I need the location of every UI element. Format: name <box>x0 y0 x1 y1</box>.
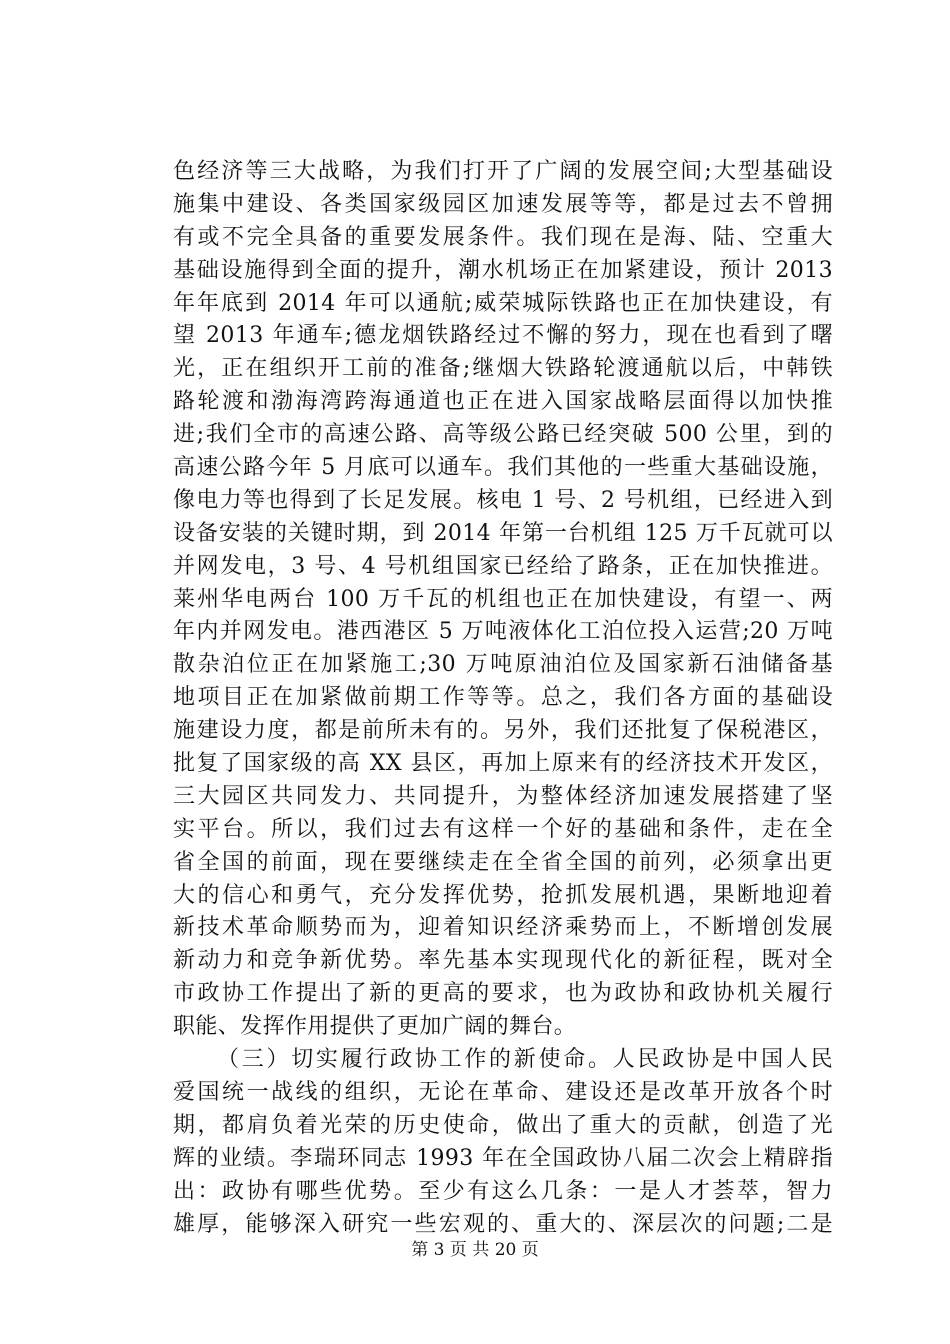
text-line: 大的信心和勇气，充分发挥优势，抢抓发展机遇，果断地迎着 <box>173 882 833 908</box>
text-line: 批复了国家级的高 XX 县区，再加上原来有的经济技术开发区， <box>173 751 833 777</box>
text-line: 散杂泊位正在加紧施工;30 万吨原油泊位及国家新石油储备基 <box>173 652 833 678</box>
text-line: 新动力和竞争新优势。率先基本实现现代化的新征程，既对全 <box>173 948 833 974</box>
page-number-footer: 第 3 页 共 20 页 <box>411 1240 539 1260</box>
text-line: 色经济等三大战略，为我们打开了广阔的发展空间;大型基础设 <box>173 159 833 184</box>
text-line: 设备安装的关键时期，到 2014 年第一台机组 125 万千瓦就可以 <box>173 520 833 546</box>
text-line: 辉的业绩。李瑞环同志 1993 年在全国政协八届二次会上精辟指 <box>173 1145 833 1171</box>
text-line: 雄厚，能够深入研究一些宏观的、重大的、深层次的问题;二是 <box>173 1211 833 1237</box>
text-line: 爱国统一战线的组织，无论在革命、建设还是改革开放各个时 <box>173 1079 833 1105</box>
section-heading-line: （三）切实履行政协工作的新使命。人民政协是中国人民 <box>217 1047 833 1073</box>
text-line: 有或不完全具备的重要发展条件。我们现在是海、陆、空重大 <box>173 224 833 250</box>
text-line: 光，正在组织开工前的准备;继烟大铁路轮渡通航以后，中韩铁 <box>173 356 833 382</box>
text-line: 新技术革命顺势而为，迎着知识经济乘势而上，不断增创发展 <box>173 915 833 941</box>
text-line: 实平台。所以，我们过去有这样一个好的基础和条件，走在全 <box>173 816 833 842</box>
text-line: 出：政协有哪些优势。至少有这么几条：一是人才荟萃，智力 <box>173 1178 833 1204</box>
text-line: 进;我们全市的高速公路、高等级公路已经突破 500 公里，到的 <box>173 422 833 448</box>
text-line: 望 2013 年通车;德龙烟铁路经过不懈的努力，现在也看到了曙 <box>173 323 833 349</box>
text-line: 基础设施得到全面的提升，潮水机场正在加紧建设，预计 2013 <box>173 257 833 283</box>
text-line: 期，都肩负着光荣的历史使命，做出了重大的贡献，创造了光 <box>173 1112 833 1138</box>
text-line: 三大园区共同发力、共同提升，为整体经济加速发展搭建了坚 <box>173 783 833 809</box>
text-line: 莱州华电两台 100 万千瓦的机组也正在加快建设，有望一、两 <box>173 586 833 612</box>
text-line: 施集中建设、各类国家级园区加速发展等等，都是过去不曾拥 <box>173 191 833 217</box>
text-line: 像电力等也得到了长足发展。核电 1 号、2 号机组，已经进入到 <box>173 487 833 513</box>
text-line: 年内并网发电。港西港区 5 万吨液体化工泊位投入运营;20 万吨 <box>173 619 833 645</box>
text-line: 市政协工作提出了新的更高的要求，也为政协和政协机关履行 <box>173 981 833 1007</box>
body-text <box>173 156 833 1241</box>
text-line: 并网发电，3 号、4 号机组国家已经给了路条，正在加快推进。 <box>173 553 833 579</box>
text-line: 省全国的前面，现在要继续走在全省全国的前列，必须拿出更 <box>173 849 833 875</box>
text-line: 年年底到 2014 年可以通航;威荣城际铁路也正在加快建设，有 <box>173 290 833 316</box>
text-line: 高速公路今年 5 月底可以通车。我们其他的一些重大基础设施， <box>173 455 833 481</box>
text-line: 施建设力度，都是前所未有的。另外，我们还批复了保税港区， <box>173 718 833 744</box>
text-line: 路轮渡和渤海湾跨海通道也正在进入国家战略层面得以加快推 <box>173 389 833 415</box>
text-line: 地项目正在加紧做前期工作等等。总之，我们各方面的基础设 <box>173 685 833 711</box>
paragraph-end-line: 职能、发挥作用提供了更加广阔的舞台。 <box>173 1014 577 1040</box>
